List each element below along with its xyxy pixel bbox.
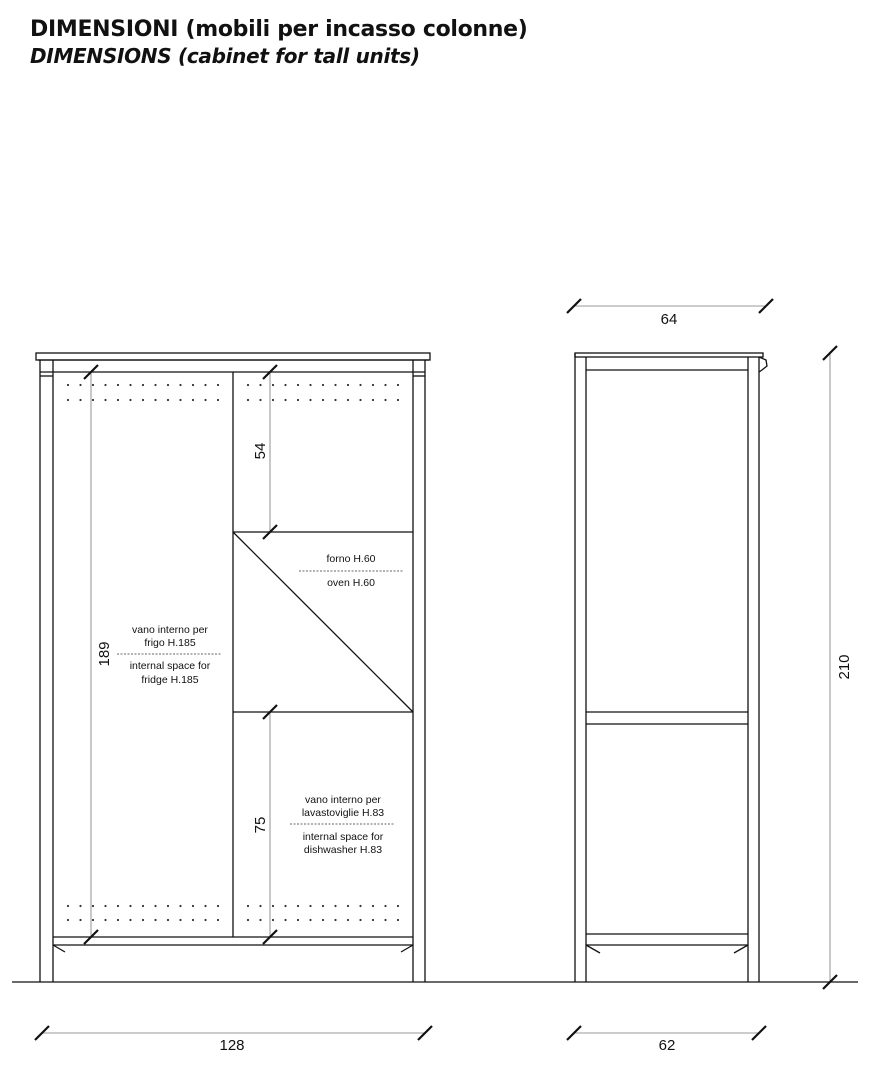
pin-hole: [384, 399, 386, 401]
pin-hole: [204, 399, 206, 401]
pin-hole: [272, 399, 274, 401]
pin-hole: [309, 919, 311, 921]
pin-hole: [217, 384, 219, 386]
pin-hole: [67, 905, 69, 907]
pin-hole: [79, 384, 81, 386]
pin-hole: [167, 384, 169, 386]
pin-hole: [284, 919, 286, 921]
fridge-note-line: vano interno per: [132, 624, 208, 636]
pin-hole: [347, 905, 349, 907]
pin-hole: [67, 399, 69, 401]
pin-hole: [167, 919, 169, 921]
pin-hole: [347, 399, 349, 401]
pin-hole: [397, 919, 399, 921]
pin-hole: [67, 919, 69, 921]
pin-hole: [117, 905, 119, 907]
pin-hole: [297, 384, 299, 386]
pin-hole: [272, 905, 274, 907]
pin-hole: [117, 399, 119, 401]
pin-hole: [142, 905, 144, 907]
pin-hole: [217, 399, 219, 401]
pin-hole: [347, 384, 349, 386]
pin-hole: [322, 919, 324, 921]
side-top-panel: [575, 353, 763, 357]
dishwasher-note: [302, 794, 384, 856]
pin-hole: [322, 905, 324, 907]
pin-hole: [67, 384, 69, 386]
pin-hole: [247, 905, 249, 907]
fridge-note-line: internal space for: [129, 660, 211, 672]
pin-hole: [284, 905, 286, 907]
oven-diagonal: [233, 532, 413, 712]
pin-hole: [142, 919, 144, 921]
pin-hole: [79, 399, 81, 401]
pin-hole: [334, 384, 336, 386]
pin-hole: [322, 384, 324, 386]
pin-hole: [284, 384, 286, 386]
fridge-note-line: fridge H.185: [141, 674, 199, 686]
pin-hole: [92, 919, 94, 921]
pin-hole: [297, 919, 299, 921]
pin-hole: [179, 905, 181, 907]
pin-hole: [259, 919, 261, 921]
dishwasher-note-line: lavastoviglie H.83: [301, 807, 385, 819]
pin-hole: [384, 384, 386, 386]
pin-hole: [322, 399, 324, 401]
pin-hole: [192, 384, 194, 386]
top-compartment-dimension-label: 54: [252, 442, 269, 460]
pin-hole: [272, 919, 274, 921]
pin-hole: [297, 399, 299, 401]
pin-hole: [79, 919, 81, 921]
pin-hole: [259, 905, 261, 907]
pin-hole: [334, 399, 336, 401]
side-cabinet: [575, 353, 767, 982]
pin-hole: [309, 905, 311, 907]
pin-hole: [372, 905, 374, 907]
pin-hole: [217, 919, 219, 921]
pin-hole: [204, 905, 206, 907]
pin-hole: [104, 905, 106, 907]
pin-hole: [167, 905, 169, 907]
pin-hole: [384, 919, 386, 921]
fridge-note: [130, 624, 211, 686]
pin-hole: [104, 399, 106, 401]
oven-note-line: forno H.60: [326, 553, 376, 565]
pin-hole: [179, 384, 181, 386]
pin-hole: [309, 384, 311, 386]
width-dimension-label: 128: [219, 1037, 245, 1054]
pin-hole: [79, 905, 81, 907]
pin-hole: [384, 905, 386, 907]
pin-hole: [372, 399, 374, 401]
total-height-dimension-label: 210: [836, 654, 853, 680]
pin-hole: [334, 919, 336, 921]
pin-hole: [104, 919, 106, 921]
pin-hole: [154, 399, 156, 401]
pin-hole: [204, 384, 206, 386]
pin-hole: [204, 919, 206, 921]
pin-hole: [154, 905, 156, 907]
bottom-compartment-dimension-label: 75: [252, 816, 269, 834]
pin-hole: [359, 399, 361, 401]
pin-hole: [359, 384, 361, 386]
pin-hole: [129, 919, 131, 921]
pin-hole: [192, 905, 194, 907]
pin-hole: [334, 905, 336, 907]
pin-hole: [247, 384, 249, 386]
pin-hole: [397, 399, 399, 401]
pin-hole: [129, 905, 131, 907]
pin-hole: [129, 384, 131, 386]
pin-hole: [247, 919, 249, 921]
pin-hole: [129, 399, 131, 401]
fridge-height-dimension-label: 189: [96, 641, 113, 667]
title-english: DIMENSIONS (cabinet for tall units): [30, 44, 420, 68]
pin-hole: [259, 399, 261, 401]
pin-hole: [142, 384, 144, 386]
pin-hole: [372, 919, 374, 921]
dishwasher-note-line: vano interno per: [305, 794, 381, 806]
oven-note: [326, 553, 375, 589]
side-bottom-depth-label: 62: [658, 1037, 676, 1054]
pin-hole: [167, 399, 169, 401]
dishwasher-note-line: internal space for: [302, 831, 384, 843]
pin-hole: [179, 399, 181, 401]
title-italian: DIMENSIONI (mobili per incasso colonne): [30, 17, 528, 42]
oven-note-line: oven H.60: [327, 577, 375, 589]
pin-hole: [347, 919, 349, 921]
pin-hole: [192, 399, 194, 401]
pin-hole: [154, 384, 156, 386]
pin-hole: [372, 384, 374, 386]
pin-hole: [247, 399, 249, 401]
pin-hole: [217, 905, 219, 907]
front-top-panel: [36, 353, 430, 360]
pin-hole: [179, 919, 181, 921]
pin-hole: [154, 919, 156, 921]
pin-hole: [92, 384, 94, 386]
pin-hole: [397, 384, 399, 386]
pin-hole: [259, 384, 261, 386]
pin-hole: [117, 919, 119, 921]
pin-hole: [142, 399, 144, 401]
dishwasher-note-line: dishwasher H.83: [303, 844, 383, 856]
fridge-note-line: frigo H.185: [144, 637, 196, 649]
side-top-depth-label: 64: [660, 311, 678, 328]
pin-hole: [284, 399, 286, 401]
pin-hole: [192, 919, 194, 921]
pin-hole: [117, 384, 119, 386]
pin-hole: [92, 399, 94, 401]
pin-hole: [272, 384, 274, 386]
pin-hole: [297, 905, 299, 907]
pin-hole: [104, 384, 106, 386]
pin-hole: [359, 919, 361, 921]
pin-hole: [309, 399, 311, 401]
pin-hole: [92, 905, 94, 907]
pin-hole: [359, 905, 361, 907]
pin-hole: [397, 905, 399, 907]
side-edge-profile: [759, 357, 767, 372]
